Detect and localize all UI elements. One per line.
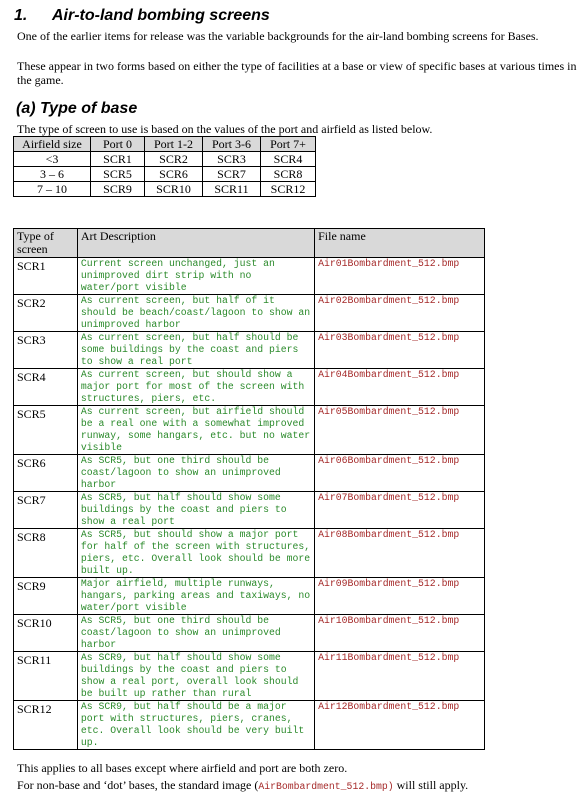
subsection-title: (a) Type of base (16, 100, 138, 117)
matrix-header-cell: Airfield size (14, 137, 91, 152)
art-description: Major airfield, multiple runways, hangars, parking areas and taxiways, no water/port visible (77, 578, 314, 615)
matrix-header-cell: Port 0 (91, 137, 145, 152)
matrix-cell: SCR3 (203, 152, 261, 167)
note-non-base-tail: will still apply. (393, 778, 469, 792)
matrix-cell: SCR4 (261, 152, 316, 167)
art-description: As current screen, but half should be some buildings by the coast and piers to show a real port (77, 332, 314, 369)
screens-header-cell: Type of screen (14, 229, 78, 258)
matrix-cell: SCR5 (91, 167, 145, 182)
art-description: As SCR5, but half should show some buildings by the coast and piers to show a real port (77, 492, 314, 529)
art-description: As current screen, but airfield should be a real one with a somewhat improved runway, some hangars, etc. but no water visible (77, 406, 314, 455)
table-row (14, 701, 485, 750)
screens-table (13, 228, 485, 750)
standard-image-file: AirBombardment_512.bmp) (258, 781, 394, 792)
matrix-row (14, 167, 316, 182)
screens-header-row (14, 229, 485, 258)
matrix-cell: 3 – 6 (14, 167, 91, 182)
file-name: Air11Bombardment_512.bmp (315, 652, 485, 701)
file-name: Air08Bombardment_512.bmp (315, 529, 485, 578)
note-non-base (17, 778, 582, 794)
art-description: As SCR5, but one third should be coast/lagoon to show an unimproved harbor (77, 615, 314, 652)
matrix-cell: SCR12 (261, 182, 316, 197)
screen-type: SCR7 (14, 492, 78, 529)
art-description: As SCR9, but half should be a major port with structures, piers, cranes, etc. Overall look should be very built up. (77, 701, 314, 750)
screen-type: SCR6 (14, 455, 78, 492)
art-description: Current screen unchanged, just an unimproved dirt strip with no water/port visible (77, 258, 314, 295)
art-description: As current screen, but half of it should be beach/coast/lagoon to show an unimproved harbor (77, 295, 314, 332)
table-row (14, 295, 485, 332)
screen-type: SCR5 (14, 406, 78, 455)
file-name: Air12Bombardment_512.bmp (315, 701, 485, 750)
matrix-header-cell: Port 3-6 (203, 137, 261, 152)
screen-type: SCR4 (14, 369, 78, 406)
table-row (14, 492, 485, 529)
intro-paragraph: One of the earlier items for release was the variable backgrounds for the air-land bombing screens for Bases. (17, 29, 539, 43)
matrix-cell: SCR7 (203, 167, 261, 182)
section-number: 1. (14, 7, 28, 24)
table-row (14, 406, 485, 455)
note-all-bases: This applies to all bases except where airfield and port are both zero. (17, 761, 348, 775)
matrix-cell: <3 (14, 152, 91, 167)
art-description: As SCR5, but should show a major port for half of the screen with structures, piers, etc. Overall look should be more built up. (77, 529, 314, 578)
matrix-cell: SCR1 (91, 152, 145, 167)
file-name: Air01Bombardment_512.bmp (315, 258, 485, 295)
table-row (14, 578, 485, 615)
file-name: Air03Bombardment_512.bmp (315, 332, 485, 369)
art-description: As current screen, but should show a major port for most of the screen with structures, piers, etc. (77, 369, 314, 406)
screen-type: SCR3 (14, 332, 78, 369)
table-row (14, 258, 485, 295)
table-row (14, 652, 485, 701)
art-description: As SCR5, but one third should be coast/lagoon to show an unimproved harbor (77, 455, 314, 492)
file-name: Air07Bombardment_512.bmp (315, 492, 485, 529)
matrix-cell: SCR2 (145, 152, 203, 167)
file-name: Air05Bombardment_512.bmp (315, 406, 485, 455)
matrix-row (14, 182, 316, 197)
screen-type: SCR8 (14, 529, 78, 578)
screens-header-cell: Art Description (77, 229, 314, 258)
matrix-header-row (14, 137, 316, 152)
screen-type: SCR12 (14, 701, 78, 750)
matrix-header-cell: Port 1-2 (145, 137, 203, 152)
file-name: Air09Bombardment_512.bmp (315, 578, 485, 615)
file-name: Air04Bombardment_512.bmp (315, 369, 485, 406)
matrix-cell: SCR10 (145, 182, 203, 197)
matrix-cell: SCR9 (91, 182, 145, 197)
section-title: Air-to-land bombing screens (52, 7, 270, 24)
forms-paragraph: These appear in two forms based on either the type of facilities at a base or view of specific bases at various times in the game. (17, 59, 577, 87)
matrix-row (14, 152, 316, 167)
subsection-intro: The type of screen to use is based on the values of the port and airfield as listed below. (17, 122, 433, 136)
matrix-cell: SCR8 (261, 167, 316, 182)
screen-type: SCR11 (14, 652, 78, 701)
screen-type: SCR10 (14, 615, 78, 652)
matrix-cell: SCR6 (145, 167, 203, 182)
port-airfield-matrix (13, 136, 316, 197)
screen-type: SCR1 (14, 258, 78, 295)
note-non-base-text: For non-base and ‘dot’ bases, the standard image ( (17, 778, 259, 792)
art-description: As SCR9, but half should show some buildings by the coast and piers to show a real port, overall look should be built up rather than rural (77, 652, 314, 701)
file-name: Air06Bombardment_512.bmp (315, 455, 485, 492)
matrix-cell: 7 – 10 (14, 182, 91, 197)
screen-type: SCR2 (14, 295, 78, 332)
table-row (14, 369, 485, 406)
table-row (14, 332, 485, 369)
screens-header-cell: File name (315, 229, 485, 258)
matrix-header-cell: Port 7+ (261, 137, 316, 152)
matrix-cell: SCR11 (203, 182, 261, 197)
screen-type: SCR9 (14, 578, 78, 615)
table-row (14, 615, 485, 652)
file-name: Air10Bombardment_512.bmp (315, 615, 485, 652)
section-heading (14, 7, 270, 25)
table-row (14, 455, 485, 492)
file-name: Air02Bombardment_512.bmp (315, 295, 485, 332)
table-row (14, 529, 485, 578)
